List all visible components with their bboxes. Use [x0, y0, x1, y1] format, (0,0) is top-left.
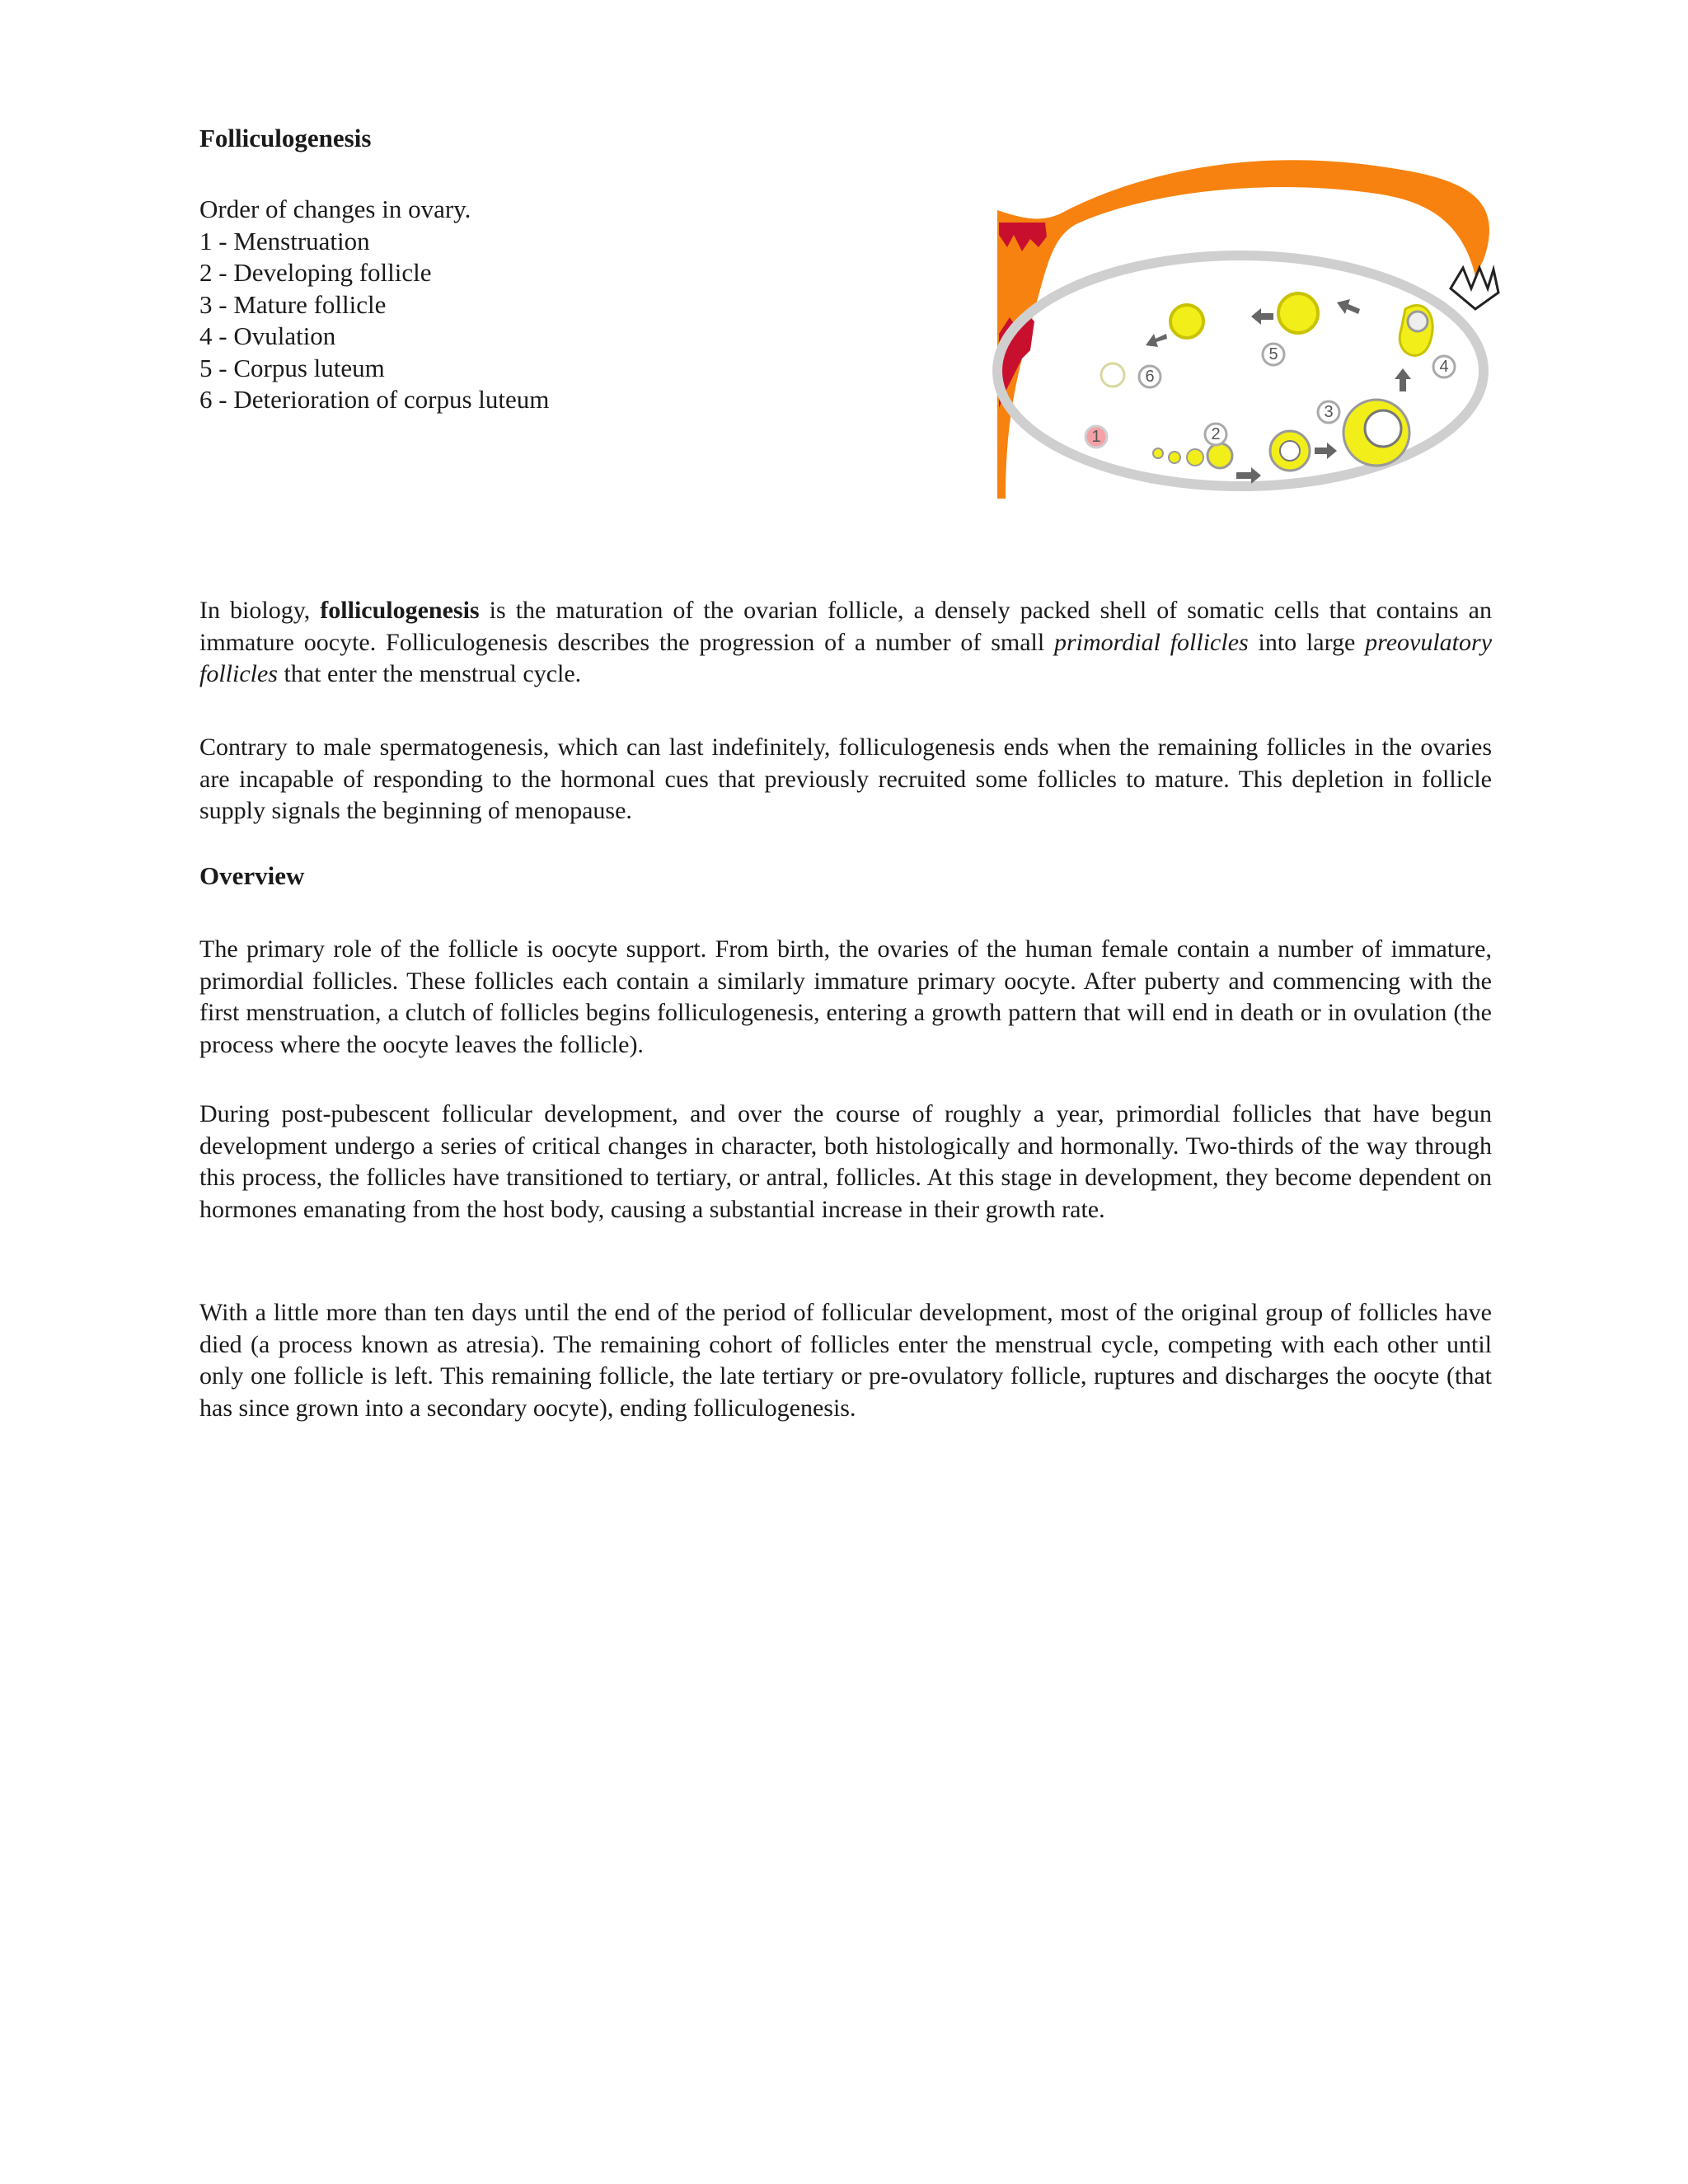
- development-paragraph: During post-pubescent follicular development, and over the course of roughly a year, primordial follicles that have begun development undergo a series of critical changes in character, both histologically and hormonally. Two-thirds of the way through this process, the follicles have transitioned to tertiary, or antral, follicles. At this stage in development, they become dependent on hormones emanating from the host body, causing a substantial increase in their growth rate.: [199, 1100, 1492, 1223]
- stage-badge-label: 2: [1211, 425, 1221, 443]
- atresia-paragraph: With a little more than ten days until the end of the period of follicular development, most of the original group of follicles have died (a process known as atresia). The remaining cohort of follicles enter the menstrual cycle, competing with each other until only one follicle is left. This remaining follicle, the late tertiary or pre-ovulatory follicle, ruptures and discharges the oocyte (that has since grown into a secondary oocyte), ending folliculogenesis.: [199, 1299, 1492, 1422]
- corpus-luteum-small: [1170, 305, 1203, 338]
- arrow: [1315, 443, 1337, 459]
- overview-paragraph: The primary role of the follicle is oocyte support. From birth, the ovaries of the human female contain a number of immature, primordial follicles. These follicles each contain a similarly immature primary oocyte. After puberty and commencing with the first menstruation, a clutch of follicles begins folliculogenesis, entering a growth pattern that will end in death or in ovulation (the process where the oocyte leaves the follicle).: [199, 935, 1492, 1058]
- arrow: [1146, 334, 1167, 347]
- menopause-paragraph: Contrary to male spermatogenesis, which can last indefinitely, folliculogenesis ends when the remaining follicles in the ovaries are incapable of responding to the hormonal cues that previously recruited some follicles to mature. This depletion in follicle supply signals the beginning of menopause.: [199, 733, 1492, 824]
- text-run: is the maturation of the ovarian follicle, a densely packed shell of somatic cells that contains an immature oocyte. Folliculogenesis describes the progression of a number of small: [199, 597, 1492, 656]
- text-run: into large: [1248, 628, 1366, 656]
- arrow: [1395, 368, 1411, 391]
- fimbriae: [1451, 268, 1498, 309]
- stage-badge-label: 5: [1268, 345, 1278, 363]
- follicle-developing-core: [1280, 441, 1300, 461]
- stage-badge-label: 6: [1145, 368, 1155, 386]
- stage-badge-label: 3: [1324, 403, 1334, 421]
- corpus-luteum: [1278, 293, 1318, 333]
- stage-badge-label: 4: [1439, 358, 1449, 376]
- stage-item: 4 - Ovulation: [199, 321, 336, 350]
- ovary: [997, 255, 1484, 486]
- italic-term: primordial follicles: [1054, 628, 1249, 656]
- page-title: Folliculogenesis: [199, 124, 372, 152]
- follicle-primary: [1187, 449, 1203, 466]
- stage-item: 5 - Corpus luteum: [199, 353, 385, 382]
- stage-badge-label: 1: [1091, 428, 1101, 446]
- section-heading-overview: Overview: [199, 861, 305, 890]
- intro-paragraph: [199, 595, 1492, 691]
- ovary-cycle-diagram: [989, 144, 1517, 507]
- arrow: [1337, 299, 1360, 314]
- stage-list: [199, 194, 549, 416]
- corpus-albicans: [1101, 363, 1124, 387]
- arrow: [1251, 308, 1273, 325]
- stage-intro: Order of changes in ovary.: [199, 194, 471, 223]
- italic-term: preovulatory follicles: [199, 628, 1493, 687]
- follicle-secondary: [1207, 443, 1232, 468]
- follicle-mature-core: [1365, 410, 1401, 447]
- stage-item: 6 - Deterioration of corpus luteum: [199, 385, 550, 414]
- released-oocyte: [1408, 312, 1428, 331]
- follicle-primordial: [1169, 452, 1180, 463]
- text-run: that enter the menstrual cycle.: [277, 660, 582, 687]
- text-run: In biology,: [199, 597, 321, 624]
- follicle-primordial: [1153, 448, 1163, 458]
- bold-term: folliculogenesis: [320, 597, 480, 624]
- stage-item: 2 - Developing follicle: [199, 258, 432, 287]
- stage-item: 1 - Menstruation: [199, 226, 370, 255]
- stage-item: 3 - Mature follicle: [199, 289, 387, 319]
